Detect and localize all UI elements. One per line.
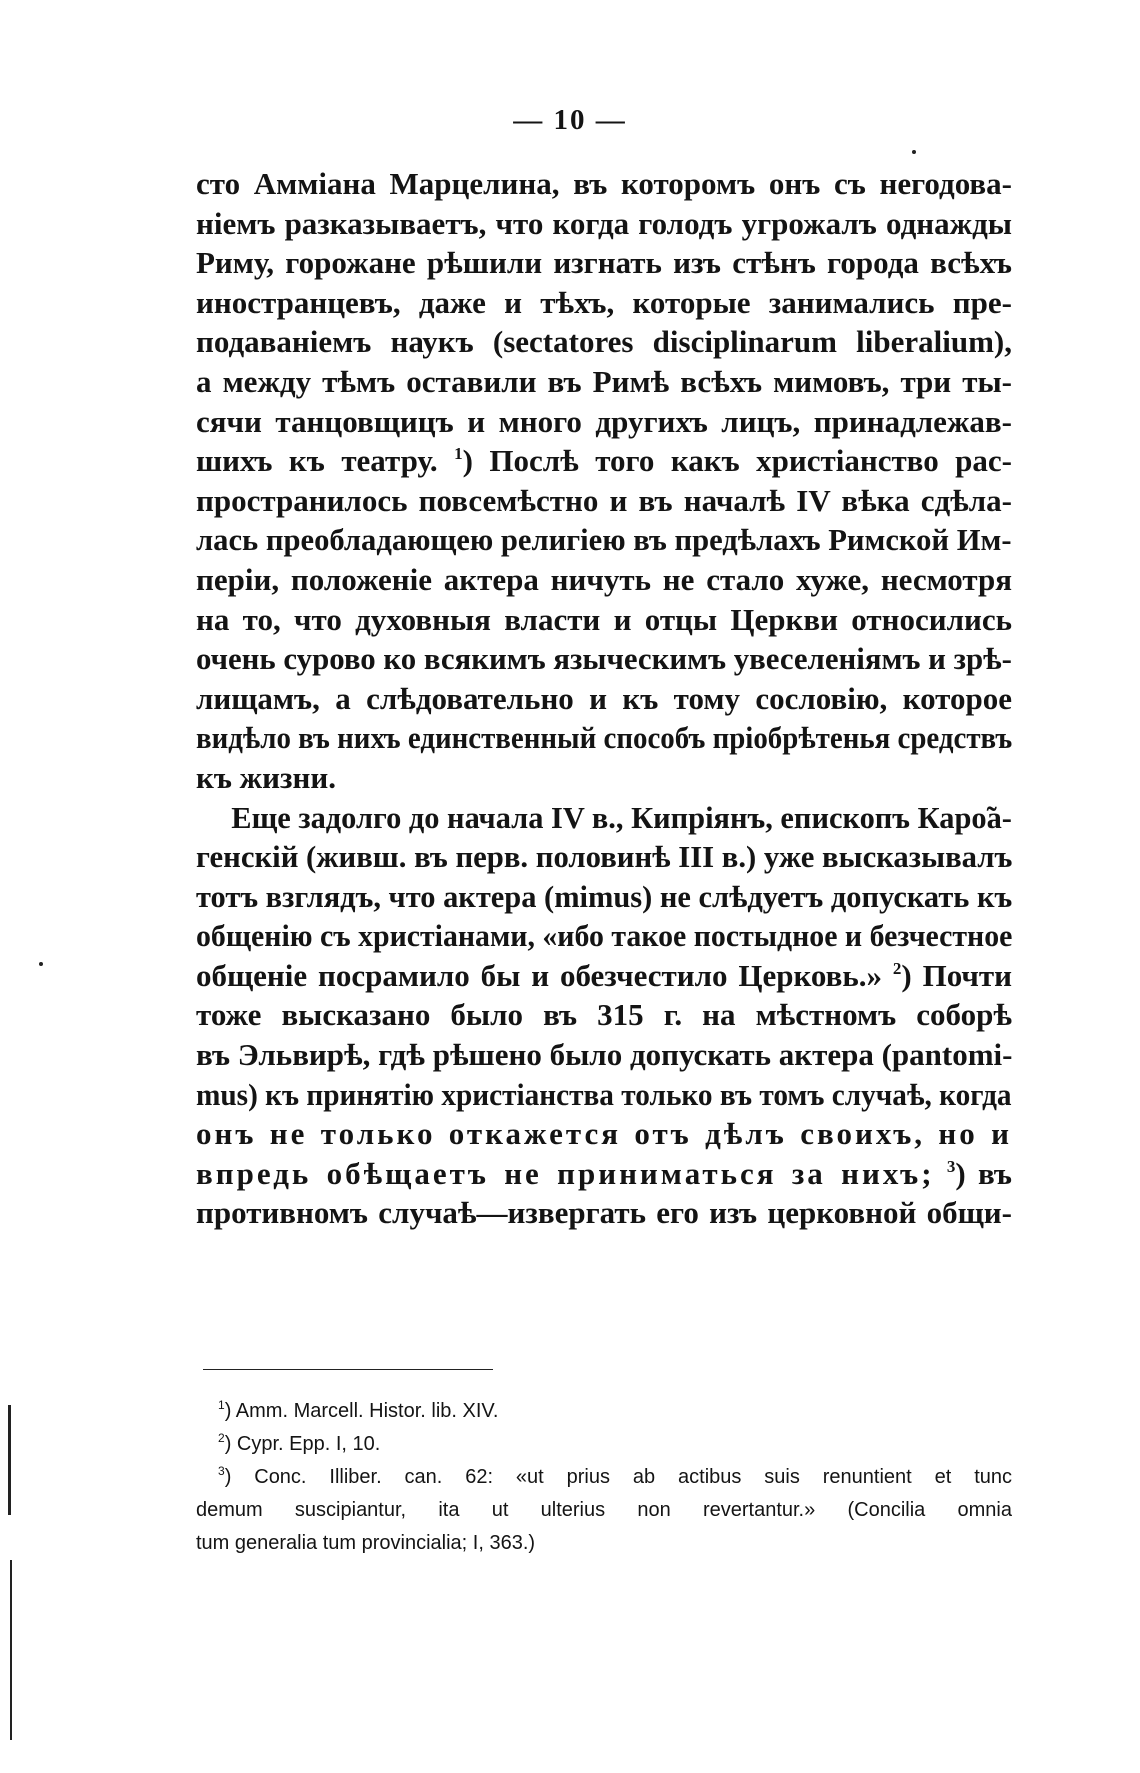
text-line	[196, 441, 1012, 481]
text-line: на то, что духовныя власти и отцы Церкви относились	[196, 601, 1012, 637]
footnote-reference: 3	[946, 1156, 956, 1176]
footnote-text: ) Cypr. Epp. I, 10.	[224, 1433, 381, 1455]
text-fragment: ) Почти	[901, 957, 1012, 993]
text-fragment: шихъ къ театру.	[196, 443, 438, 479]
footnote-text: ) Conc. Illiber. can. 62: «ut prius ab actibus suis renuntient et tunc	[224, 1466, 1012, 1488]
footnote-1	[196, 1395, 1012, 1428]
text-line: къ жизни.	[196, 759, 336, 795]
text-line: видѣло въ нихъ единственный способъ пріобрѣтенья средствъ	[196, 720, 1013, 756]
text-fragment: ) въ	[955, 1155, 1013, 1191]
text-line: лась преобладающею религіею въ предѣлахъ Римской Им-	[196, 522, 1012, 558]
text-line: Еще задолго до начала IV в., Кипріянъ, епископъ Каро̃а-	[231, 799, 1012, 835]
scan-edge-mark	[10, 1560, 12, 1740]
text-line: а между тѣмъ оставили въ Римѣ всѣхъ мимовъ, три ты-	[196, 363, 1012, 399]
page-number: — 10 —	[513, 104, 627, 136]
footnote-2	[196, 1428, 1012, 1461]
footnote-3-continued: tum generalia tum provincialia; I, 363.)	[196, 1532, 536, 1554]
text-line: общенію съ христіанами, «ибо такое постыдное и безчестное	[196, 918, 1013, 954]
footnotes	[196, 1395, 1012, 1560]
footnote-3	[196, 1461, 1012, 1494]
footnote-marker: 3	[218, 1464, 225, 1478]
text-line: mus) къ принятію христіанства только въ томъ случаѣ, когда	[196, 1076, 1012, 1112]
text-line: тотъ взглядъ, что актера (mimus) не слѣдуетъ допускать къ	[196, 878, 1013, 914]
footnote-text: ) Amm. Marcell. Histor. lib. XIV.	[224, 1400, 499, 1422]
text-line: противномъ случаѣ—извергать его изъ церковной общи-	[196, 1195, 1012, 1231]
text-line: пространилось повсемѣстно и въ началѣ IV вѣка сдѣла-	[196, 482, 1012, 518]
footnote-reference: 2	[892, 958, 902, 978]
text-line: ніемъ разказываетъ, что когда голодъ угрожалъ однажды	[196, 205, 1012, 241]
text-fragment: ) Послѣ того какъ христіанство рас-	[462, 443, 1013, 479]
text-line: сто Амміана Марцелина, въ которомъ онъ съ негодова-	[196, 166, 1012, 201]
footnote-marker: 1	[218, 1398, 225, 1412]
text-line: подаваніемъ наукъ (sectatores disciplinarum liberalium),	[196, 324, 1012, 360]
text-line: сячи танцовщицъ и много другихъ лицъ, принадлежав-	[196, 403, 1012, 439]
text-line: періи, положеніе актера ничуть не стало хуже, несмотря	[196, 561, 1012, 597]
text-line	[196, 956, 1012, 996]
text-line: генскій (живш. въ перв. половинѣ III в.) уже высказывалъ	[196, 839, 1013, 875]
text-fragment: общеніе посрамило бы и обезчестило Церковь.»	[196, 957, 883, 993]
text-line: тоже высказано было въ 315 г. на мѣстномъ соборѣ	[196, 997, 1012, 1033]
text-line: иностранцевъ, даже и тѣхъ, которые занимались пре-	[196, 284, 1012, 320]
text-fragment: впредь обѣщаетъ не приниматься за нихъ;	[196, 1155, 935, 1191]
footnote-marker: 2	[218, 1431, 225, 1445]
text-line	[196, 1154, 1012, 1194]
text-line: Риму, горожане рѣшили изгнать изъ стѣнъ города всѣхъ	[196, 245, 1012, 281]
footnote-divider	[203, 1369, 493, 1370]
scan-speck	[39, 962, 43, 966]
body-text	[196, 164, 1012, 1233]
scan-edge-mark	[8, 1405, 11, 1515]
text-line: лищамъ, а слѣдовательно и къ тому сословію, которое	[196, 680, 1012, 716]
text-line: въ Эльвирѣ, гдѣ рѣшено было допускать актера (pantomi-	[196, 1037, 1013, 1073]
footnote-3-continued: demum suscipiantur, ita ut ulterius non revertantur.» (Concilia omnia	[196, 1499, 1012, 1521]
scan-speck	[912, 150, 916, 154]
footnote-reference: 1	[454, 444, 463, 464]
text-line: онъ не только откажется отъ дѣлъ своихъ, но и	[196, 1116, 1012, 1152]
text-line: очень сурово ко всякимъ языческимъ увеселеніямъ и зрѣ-	[196, 641, 1012, 677]
